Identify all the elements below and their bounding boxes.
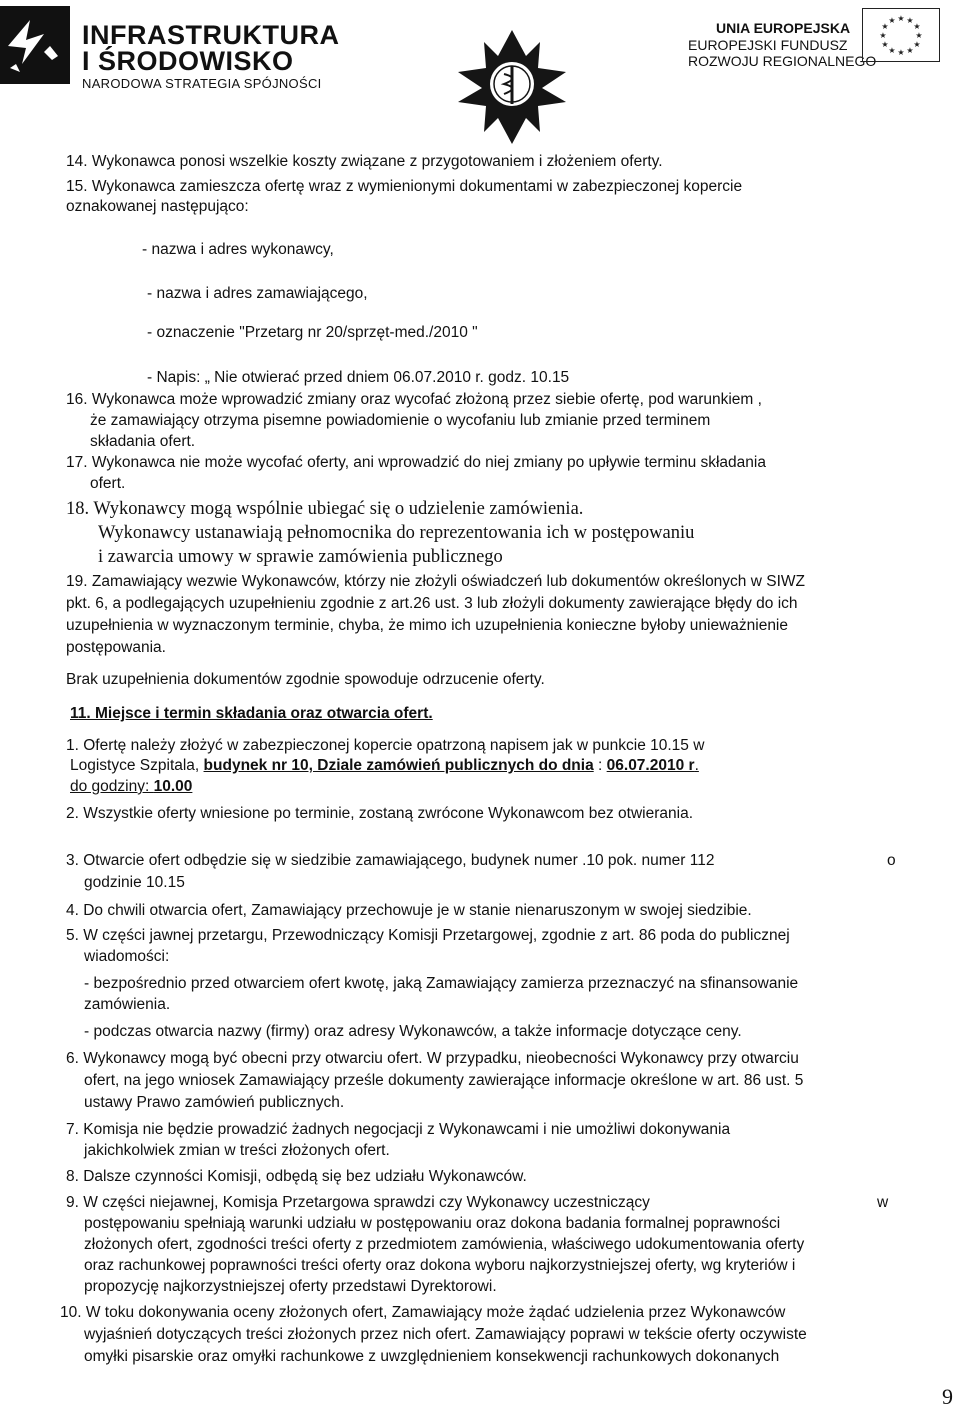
item-19-cont: uzupełnienia w wyznaczonym terminie, chyba, że mimo ich uzupełnienia konieczne byłoby unieważnienie (66, 617, 788, 634)
logo-title-line1: INFRASTRUKTURA (82, 20, 340, 50)
item-9-cont: propozycję najkorzystniejszej oferty przedstawi Dyrektorowi. (84, 1278, 497, 1295)
item-1: 1. Ofertę należy złożyć w zabezpieczonej kopercie opatrzoną napisem jak w punkcie 10.15 w (66, 737, 705, 754)
svg-text:★: ★ (888, 46, 896, 55)
item-14: 14. Wykonawca ponosi wszelkie koszty związane z przygotowaniem i złożeniem oferty. (66, 153, 663, 170)
item-17-cont: ofert. (90, 475, 126, 492)
item-3-o: o (887, 852, 896, 869)
svg-text:★: ★ (906, 16, 914, 25)
item-3-cont: godzinie 10.15 (84, 874, 185, 891)
item-18: 18. Wykonawcy mogą wspólnie ubiegać się o udzielenie zamówienia. (66, 499, 584, 519)
item-4: 4. Do chwili otwarcia ofert, Zamawiający przechowuje je w stanie nienaruszonym w swojej siedzibie. (66, 902, 752, 919)
svg-text:★: ★ (913, 22, 921, 31)
item-19: 19. Zamawiający wezwie Wykonawców, którzy nie złożyli oświadczeń lub dokumentów określonych w SIWZ (66, 573, 805, 590)
list-item: - nazwa i adres zamawiającego, (147, 285, 368, 302)
item-15-cont: oznakowanej następująco: (66, 198, 249, 215)
item-1-cont: Logistyce Szpitala, budynek nr 10, Dziale zamówień publicznych do dnia : 06.07.2010 r. (70, 757, 699, 774)
item-9-cont: postępowaniu spełniają warunki udziału w postępowaniu oraz dokona badania formalnej poprawności (84, 1215, 781, 1232)
item-10-cont: omyłki pisarskie oraz omyłki rachunkowe z uwzględnieniem konsekwencji rachunkowych dokonanych (84, 1348, 780, 1365)
svg-text:★: ★ (881, 40, 889, 49)
item-1-deadline: do godziny: 10.00 (70, 778, 193, 795)
svg-text:★: ★ (888, 16, 896, 25)
item-16-cont: składania ofert. (90, 433, 196, 450)
item-8: 8. Dalsze czynności Komisji, odbędą się bez udziału Wykonawców. (66, 1168, 527, 1185)
eu-flag-icon (862, 8, 940, 62)
item-5: 5. W części jawnej przetargu, Przewodniczący Komisji Przetargowej, zgodnie z art. 86 poda do publicznej (66, 927, 790, 944)
svg-text:★: ★ (897, 14, 905, 23)
list-item: - nazwa i adres wykonawcy, (142, 241, 334, 258)
item-19-cont: postępowania. (66, 639, 166, 656)
svg-text:★: ★ (915, 31, 923, 40)
item-18-cont: Wykonawcy ustanawiają pełnomocnika do reprezentowania ich w postępowaniu (98, 523, 695, 543)
section-heading: 11. Miejsce i termin składania oraz otwarcia ofert. (70, 705, 433, 722)
svg-text:★: ★ (897, 48, 905, 57)
item-5-sub: - podczas otwarcia nazwy (firmy) oraz adresy Wykonawców, a także informacje dotyczące ceny. (84, 1023, 742, 1040)
list-item: - Napis: „ Nie otwierać przed dniem 06.07.2010 r. godz. 10.15 (147, 369, 570, 386)
item-5-sub: - bezpośrednio przed otwarciem ofert kwotę, jaką Zamawiający zamierza przeznaczyć na sfinansowanie (84, 975, 799, 992)
item-2: 2. Wszystkie oferty wniesione po terminie, zostaną zwrócone Wykonawcom bez otwierania. (66, 805, 694, 822)
item-7: 7. Komisja nie będzie prowadzić żadnych negocjacji z Wykonawcami i nie umożliwi dokonywania (66, 1121, 731, 1138)
page-number: 9 (942, 1384, 953, 1409)
item-7-cont: jakichkolwiek zmian w treści złożonych ofert. (84, 1142, 390, 1159)
logo-subtitle: NARODOWA STRATEGIA SPÓJNOŚCI (82, 76, 322, 91)
svg-text:★: ★ (906, 46, 914, 55)
item-10: 10. W toku dokonywania oceny złożonych ofert, Zamawiający może żądać udzielenia przez Wykonawców (60, 1304, 786, 1321)
paragraph: Brak uzupełnienia dokumentów zgodnie spowoduje odrzucenie oferty. (66, 671, 545, 688)
item-9-w: w (877, 1194, 889, 1211)
infrastruktura-logo-mark (0, 6, 70, 84)
eu-logo-line1: UNIA EUROPEJSKA (716, 20, 851, 36)
logo-title-line2: I ŚRODOWISKO (82, 46, 294, 76)
item-15: 15. Wykonawca zamieszcza ofertę wraz z wymienionymi dokumentami w zabezpieczonej kopercie (66, 178, 743, 195)
item-3: 3. Otwarcie ofert odbędzie się w siedzibie zamawiającego, budynek numer .10 pok. numer 112 (66, 852, 715, 869)
item-9-cont: oraz rachunkowej poprawności treści oferty oraz dokona wyboru najkorzystniejszej oferty, wg kryteriów i (84, 1257, 796, 1274)
eu-logo-line2: EUROPEJSKI FUNDUSZ (688, 37, 848, 53)
svg-text:★: ★ (879, 31, 887, 40)
item-17: 17. Wykonawca nie może wycofać oferty, ani wprowadzić do niej zmiany po upływie terminu składania (66, 454, 766, 471)
item-10-cont: wyjaśnień dotyczących treści złożonych przez nich ofert. Zamawiający poprawi w tekście oferty oczywiste (84, 1326, 807, 1343)
svg-text:★: ★ (913, 40, 921, 49)
item-9: 9. W części niejawnej, Komisja Przetargowa sprawdzi czy Wykonawcy uczestniczący (66, 1194, 650, 1211)
item-5-cont: wiadomości: (84, 948, 170, 965)
item-6-cont: ustawy Prawo zamówień publicznych. (84, 1094, 345, 1111)
svg-text:★: ★ (881, 22, 889, 31)
item-18-cont: i zawarcia umowy w sprawie zamówienia publicznego (98, 547, 503, 567)
eu-logo-line3: ROZWOJU REGIONALNEGO (688, 53, 877, 69)
item-5-sub: zamówienia. (84, 996, 171, 1013)
hospital-emblem (448, 22, 576, 155)
item-16: 16. Wykonawca może wprowadzić zmiany oraz wycofać złożoną przez siebie ofertę, pod warunkiem , (66, 391, 762, 408)
item-19-cont: pkt. 6, a podlegających uzupełnieniu zgodnie z art.26 ust. 3 lub złożyli dokumenty zawierające błędy do ich (66, 595, 798, 612)
item-16-cont: że zamawiający otrzyma pisemne powiadomienie o wycofaniu lub zmianie przed terminem (90, 412, 711, 429)
item-9-cont: złożonych ofert, zgodności treści oferty z przedmiotem zamówienia, właściwego udokumentowania oferty (84, 1236, 805, 1253)
item-6-cont: ofert, na jego wniosek Zamawiający prześle dokumenty zawierające informacje określone w art. 86 ust. 5 (84, 1072, 804, 1089)
item-6: 6. Wykonawcy mogą być obecni przy otwarciu ofert. W przypadku, nieobecności Wykonawcy przy otwarciu (66, 1050, 799, 1067)
list-item: - oznaczenie "Przetarg nr 20/sprzęt-med./2010 " (147, 324, 478, 341)
